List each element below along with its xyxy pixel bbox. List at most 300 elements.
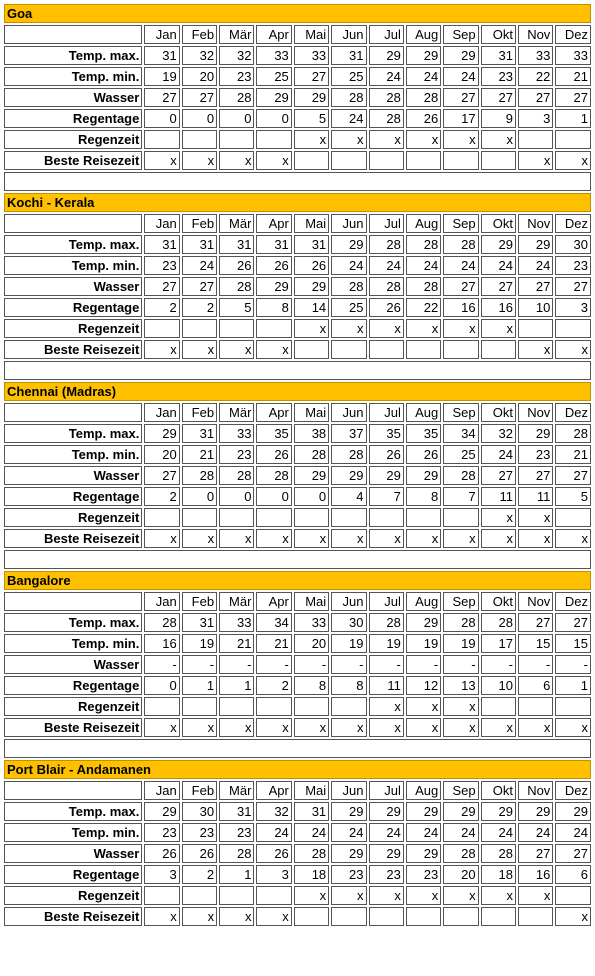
value-cell: 18 bbox=[294, 865, 329, 884]
value-cell: 28 bbox=[256, 466, 291, 485]
value-cell: 29 bbox=[443, 46, 478, 65]
value-cell: 35 bbox=[406, 424, 441, 443]
mark-cell: x bbox=[406, 319, 441, 338]
mark-cell: x bbox=[443, 718, 478, 737]
value-cell: 19 bbox=[443, 634, 478, 653]
value-cell: 6 bbox=[518, 676, 553, 695]
value-cell: 21 bbox=[555, 67, 591, 86]
value-cell: 27 bbox=[481, 88, 516, 107]
mark-cell: x bbox=[555, 340, 591, 359]
value-cell: 35 bbox=[256, 424, 291, 443]
corner-cell bbox=[4, 781, 142, 800]
month-header-row bbox=[4, 403, 591, 422]
row-label: Regentage bbox=[4, 298, 142, 317]
mark-cell: x bbox=[256, 340, 291, 359]
value-cell: 20 bbox=[294, 634, 329, 653]
month-header: Nov bbox=[518, 25, 553, 44]
mark-cell bbox=[331, 508, 366, 527]
value-cell: 11 bbox=[518, 487, 553, 506]
value-cell: 23 bbox=[518, 445, 553, 464]
value-cell: 13 bbox=[443, 676, 478, 695]
value-cell: 28 bbox=[406, 88, 441, 107]
mark-cell: x bbox=[182, 907, 217, 926]
month-header: Jun bbox=[331, 25, 366, 44]
value-cell: 14 bbox=[294, 298, 329, 317]
month-header: Aug bbox=[406, 214, 441, 233]
city-title-row bbox=[4, 571, 591, 590]
value-cell: 2 bbox=[144, 298, 179, 317]
value-cell: 26 bbox=[256, 445, 291, 464]
mark-cell bbox=[331, 151, 366, 170]
value-cell: 2 bbox=[182, 298, 217, 317]
mark-cell: x bbox=[481, 529, 516, 548]
month-header: Sep bbox=[443, 403, 478, 422]
row-label: Temp. max. bbox=[4, 802, 142, 821]
mark-cell bbox=[182, 130, 217, 149]
value-cell: 29 bbox=[369, 46, 404, 65]
value-cell: 3 bbox=[555, 298, 591, 317]
value-cell: 26 bbox=[144, 844, 179, 863]
value-cell: 30 bbox=[555, 235, 591, 254]
month-header: Jul bbox=[369, 403, 404, 422]
month-header: Mär bbox=[219, 25, 254, 44]
value-cell: 29 bbox=[406, 613, 441, 632]
value-cell: 28 bbox=[331, 88, 366, 107]
value-cell: 19 bbox=[182, 634, 217, 653]
row-label: Regenzeit bbox=[4, 697, 142, 716]
mark-cell: x bbox=[518, 340, 553, 359]
month-header: Nov bbox=[518, 403, 553, 422]
mark-cell: x bbox=[481, 508, 516, 527]
mark-cell: x bbox=[182, 529, 217, 548]
data-row-water bbox=[4, 655, 591, 674]
mark-cell: x bbox=[331, 130, 366, 149]
month-header: Apr bbox=[256, 592, 291, 611]
value-cell: 24 bbox=[443, 256, 478, 275]
value-cell: 24 bbox=[443, 67, 478, 86]
value-cell: 29 bbox=[331, 466, 366, 485]
value-cell: 23 bbox=[219, 823, 254, 842]
row-label: Wasser bbox=[4, 277, 142, 296]
month-header: Mär bbox=[219, 592, 254, 611]
data-row-rainseason bbox=[4, 319, 591, 338]
value-cell: 27 bbox=[481, 466, 516, 485]
mark-cell bbox=[144, 130, 179, 149]
value-cell: 31 bbox=[182, 424, 217, 443]
blank-row bbox=[4, 739, 591, 758]
value-cell: 28 bbox=[443, 844, 478, 863]
value-cell: 24 bbox=[481, 445, 516, 464]
value-cell: 27 bbox=[144, 88, 179, 107]
value-cell: 24 bbox=[518, 256, 553, 275]
data-row-tmin bbox=[4, 445, 591, 464]
value-cell: 28 bbox=[369, 277, 404, 296]
month-header: Dez bbox=[555, 25, 591, 44]
month-header: Jan bbox=[144, 403, 179, 422]
value-cell: 23 bbox=[182, 823, 217, 842]
month-header: Dez bbox=[555, 781, 591, 800]
month-header-row bbox=[4, 592, 591, 611]
mark-cell: x bbox=[518, 508, 553, 527]
value-cell: 16 bbox=[518, 865, 553, 884]
row-label: Beste Reisezeit bbox=[4, 340, 142, 359]
mark-cell: x bbox=[518, 529, 553, 548]
value-cell: 33 bbox=[219, 613, 254, 632]
month-header: Apr bbox=[256, 25, 291, 44]
mark-cell bbox=[555, 319, 591, 338]
mark-cell bbox=[518, 697, 553, 716]
data-row-raindays bbox=[4, 865, 591, 884]
month-header-row bbox=[4, 214, 591, 233]
value-cell: 4 bbox=[331, 487, 366, 506]
value-cell: 31 bbox=[481, 46, 516, 65]
value-cell: 27 bbox=[443, 277, 478, 296]
mark-cell: x bbox=[256, 907, 291, 926]
value-cell: 1 bbox=[182, 676, 217, 695]
mark-cell: x bbox=[443, 130, 478, 149]
value-cell: 32 bbox=[481, 424, 516, 443]
row-label: Wasser bbox=[4, 844, 142, 863]
row-label: Temp. min. bbox=[4, 256, 142, 275]
value-cell: 8 bbox=[256, 298, 291, 317]
value-cell: 28 bbox=[555, 424, 591, 443]
month-header: Nov bbox=[518, 214, 553, 233]
value-cell: 29 bbox=[406, 466, 441, 485]
value-cell: 28 bbox=[294, 445, 329, 464]
mark-cell: x bbox=[555, 529, 591, 548]
value-cell: 21 bbox=[555, 445, 591, 464]
value-cell: 17 bbox=[481, 634, 516, 653]
mark-cell bbox=[219, 508, 254, 527]
value-cell: 29 bbox=[555, 802, 591, 821]
value-cell: 28 bbox=[443, 613, 478, 632]
value-cell: 31 bbox=[182, 235, 217, 254]
value-cell: 28 bbox=[481, 844, 516, 863]
value-cell: 27 bbox=[518, 277, 553, 296]
mark-cell: x bbox=[219, 151, 254, 170]
mark-cell bbox=[369, 907, 404, 926]
value-cell: 0 bbox=[256, 109, 291, 128]
value-cell: 27 bbox=[144, 466, 179, 485]
value-cell: 27 bbox=[481, 277, 516, 296]
month-header-row bbox=[4, 25, 591, 44]
mark-cell: x bbox=[144, 340, 179, 359]
mark-cell: x bbox=[406, 529, 441, 548]
value-cell: 24 bbox=[331, 823, 366, 842]
value-cell: 29 bbox=[294, 277, 329, 296]
mark-cell: x bbox=[369, 718, 404, 737]
value-cell: 24 bbox=[406, 823, 441, 842]
data-row-best bbox=[4, 340, 591, 359]
mark-cell bbox=[256, 319, 291, 338]
value-cell: 1 bbox=[219, 865, 254, 884]
value-cell: 27 bbox=[443, 88, 478, 107]
value-cell: 23 bbox=[144, 823, 179, 842]
value-cell: 28 bbox=[219, 466, 254, 485]
mark-cell: x bbox=[256, 718, 291, 737]
month-header: Apr bbox=[256, 214, 291, 233]
value-cell: 29 bbox=[406, 802, 441, 821]
value-cell: 2 bbox=[256, 676, 291, 695]
value-cell: 15 bbox=[555, 634, 591, 653]
value-cell: 31 bbox=[144, 46, 179, 65]
value-cell: 28 bbox=[294, 844, 329, 863]
city-title: Kochi - Kerala bbox=[4, 193, 591, 212]
value-cell: 29 bbox=[406, 46, 441, 65]
row-label: Temp. max. bbox=[4, 235, 142, 254]
value-cell: 0 bbox=[182, 487, 217, 506]
row-label: Regenzeit bbox=[4, 508, 142, 527]
month-header: Jan bbox=[144, 25, 179, 44]
month-header: Sep bbox=[443, 592, 478, 611]
value-cell: 38 bbox=[294, 424, 329, 443]
data-row-raindays bbox=[4, 298, 591, 317]
city-title-row bbox=[4, 382, 591, 401]
value-cell: 28 bbox=[219, 88, 254, 107]
value-cell: 31 bbox=[331, 46, 366, 65]
value-cell: 16 bbox=[144, 634, 179, 653]
mark-cell bbox=[294, 340, 329, 359]
city-title-row bbox=[4, 193, 591, 212]
month-header: Aug bbox=[406, 781, 441, 800]
mark-cell: x bbox=[144, 907, 179, 926]
value-cell: 29 bbox=[256, 277, 291, 296]
row-label: Beste Reisezeit bbox=[4, 529, 142, 548]
value-cell: - bbox=[144, 655, 179, 674]
value-cell: 29 bbox=[369, 844, 404, 863]
month-header: Apr bbox=[256, 403, 291, 422]
value-cell: - bbox=[182, 655, 217, 674]
row-label: Temp. min. bbox=[4, 445, 142, 464]
mark-cell bbox=[331, 697, 366, 716]
mark-cell bbox=[144, 886, 179, 905]
value-cell: 31 bbox=[256, 235, 291, 254]
mark-cell bbox=[219, 319, 254, 338]
month-header: Okt bbox=[481, 403, 516, 422]
row-label: Regenzeit bbox=[4, 886, 142, 905]
mark-cell: x bbox=[481, 319, 516, 338]
climate-table-body bbox=[4, 4, 591, 926]
mark-cell bbox=[406, 340, 441, 359]
data-row-raindays bbox=[4, 109, 591, 128]
month-header: Mai bbox=[294, 214, 329, 233]
mark-cell: x bbox=[481, 718, 516, 737]
mark-cell bbox=[369, 151, 404, 170]
mark-cell: x bbox=[369, 130, 404, 149]
value-cell: 32 bbox=[219, 46, 254, 65]
value-cell: 23 bbox=[369, 865, 404, 884]
mark-cell bbox=[443, 508, 478, 527]
value-cell: 8 bbox=[406, 487, 441, 506]
value-cell: 29 bbox=[518, 424, 553, 443]
value-cell: 3 bbox=[518, 109, 553, 128]
value-cell: 28 bbox=[369, 88, 404, 107]
corner-cell bbox=[4, 25, 142, 44]
data-row-tmax bbox=[4, 235, 591, 254]
month-header: Okt bbox=[481, 214, 516, 233]
month-header: Dez bbox=[555, 214, 591, 233]
value-cell: - bbox=[481, 655, 516, 674]
data-row-best bbox=[4, 529, 591, 548]
mark-cell: x bbox=[369, 697, 404, 716]
mark-cell bbox=[331, 340, 366, 359]
city-title: Chennai (Madras) bbox=[4, 382, 591, 401]
data-row-rainseason bbox=[4, 697, 591, 716]
month-header: Okt bbox=[481, 25, 516, 44]
value-cell: 16 bbox=[481, 298, 516, 317]
value-cell: 8 bbox=[331, 676, 366, 695]
mark-cell: x bbox=[219, 907, 254, 926]
mark-cell bbox=[256, 130, 291, 149]
month-header: Jun bbox=[331, 403, 366, 422]
mark-cell: x bbox=[518, 151, 553, 170]
value-cell: 24 bbox=[406, 256, 441, 275]
value-cell: 24 bbox=[369, 256, 404, 275]
mark-cell: x bbox=[555, 151, 591, 170]
value-cell: 28 bbox=[406, 235, 441, 254]
data-row-best bbox=[4, 907, 591, 926]
value-cell: 27 bbox=[518, 88, 553, 107]
month-header: Feb bbox=[182, 592, 217, 611]
value-cell: 1 bbox=[555, 676, 591, 695]
value-cell: 27 bbox=[182, 277, 217, 296]
city-title: Port Blair - Andamanen bbox=[4, 760, 591, 779]
data-row-best bbox=[4, 151, 591, 170]
row-label: Beste Reisezeit bbox=[4, 907, 142, 926]
mark-cell bbox=[182, 886, 217, 905]
blank-row bbox=[4, 550, 591, 569]
value-cell: 0 bbox=[256, 487, 291, 506]
month-header: Jul bbox=[369, 214, 404, 233]
mark-cell: x bbox=[219, 529, 254, 548]
value-cell: 31 bbox=[219, 802, 254, 821]
value-cell: 34 bbox=[256, 613, 291, 632]
value-cell: 19 bbox=[331, 634, 366, 653]
mark-cell bbox=[406, 508, 441, 527]
mark-cell bbox=[481, 151, 516, 170]
value-cell: 22 bbox=[406, 298, 441, 317]
month-header: Aug bbox=[406, 25, 441, 44]
row-label: Temp. min. bbox=[4, 634, 142, 653]
value-cell: 5 bbox=[555, 487, 591, 506]
data-row-raindays bbox=[4, 676, 591, 695]
blank-cell bbox=[4, 172, 591, 191]
corner-cell bbox=[4, 592, 142, 611]
data-row-tmin bbox=[4, 634, 591, 653]
value-cell: 28 bbox=[219, 844, 254, 863]
mark-cell: x bbox=[294, 886, 329, 905]
month-header: Feb bbox=[182, 403, 217, 422]
month-header: Aug bbox=[406, 403, 441, 422]
mark-cell bbox=[406, 151, 441, 170]
mark-cell bbox=[481, 907, 516, 926]
value-cell: 35 bbox=[369, 424, 404, 443]
month-header: Feb bbox=[182, 781, 217, 800]
mark-cell bbox=[331, 907, 366, 926]
value-cell: 33 bbox=[256, 46, 291, 65]
value-cell: 5 bbox=[219, 298, 254, 317]
mark-cell bbox=[481, 340, 516, 359]
value-cell: 29 bbox=[294, 466, 329, 485]
value-cell: - bbox=[369, 655, 404, 674]
mark-cell bbox=[294, 697, 329, 716]
mark-cell: x bbox=[144, 529, 179, 548]
value-cell: 28 bbox=[331, 445, 366, 464]
mark-cell: x bbox=[294, 130, 329, 149]
mark-cell: x bbox=[406, 718, 441, 737]
mark-cell bbox=[443, 340, 478, 359]
month-header: Dez bbox=[555, 592, 591, 611]
value-cell: 28 bbox=[443, 235, 478, 254]
data-row-water bbox=[4, 88, 591, 107]
mark-cell: x bbox=[443, 529, 478, 548]
month-header: Mai bbox=[294, 781, 329, 800]
month-header: Nov bbox=[518, 781, 553, 800]
mark-cell: x bbox=[219, 718, 254, 737]
value-cell: 24 bbox=[182, 256, 217, 275]
value-cell: 26 bbox=[406, 109, 441, 128]
value-cell: 29 bbox=[481, 802, 516, 821]
value-cell: 27 bbox=[518, 466, 553, 485]
value-cell: 27 bbox=[555, 613, 591, 632]
value-cell: 24 bbox=[331, 256, 366, 275]
value-cell: 31 bbox=[182, 613, 217, 632]
row-label: Regenzeit bbox=[4, 319, 142, 338]
mark-cell: x bbox=[182, 151, 217, 170]
mark-cell bbox=[369, 508, 404, 527]
mark-cell bbox=[219, 130, 254, 149]
value-cell: 18 bbox=[481, 865, 516, 884]
data-row-raindays bbox=[4, 487, 591, 506]
value-cell: 28 bbox=[369, 235, 404, 254]
value-cell: 24 bbox=[369, 823, 404, 842]
data-row-water bbox=[4, 277, 591, 296]
value-cell: 20 bbox=[443, 865, 478, 884]
value-cell: - bbox=[331, 655, 366, 674]
month-header: Mai bbox=[294, 592, 329, 611]
month-header: Jun bbox=[331, 214, 366, 233]
value-cell: 30 bbox=[182, 802, 217, 821]
value-cell: 28 bbox=[219, 277, 254, 296]
mark-cell: x bbox=[144, 718, 179, 737]
mark-cell: x bbox=[555, 718, 591, 737]
value-cell: 29 bbox=[294, 88, 329, 107]
data-row-tmin bbox=[4, 67, 591, 86]
value-cell: 29 bbox=[518, 235, 553, 254]
value-cell: 6 bbox=[555, 865, 591, 884]
data-row-tmax bbox=[4, 613, 591, 632]
value-cell: 33 bbox=[555, 46, 591, 65]
value-cell: - bbox=[406, 655, 441, 674]
mark-cell bbox=[294, 907, 329, 926]
mark-cell: x bbox=[219, 340, 254, 359]
row-label: Temp. max. bbox=[4, 613, 142, 632]
month-header: Mär bbox=[219, 781, 254, 800]
mark-cell: x bbox=[256, 529, 291, 548]
mark-cell: x bbox=[406, 886, 441, 905]
corner-cell bbox=[4, 403, 142, 422]
mark-cell: x bbox=[369, 529, 404, 548]
mark-cell: x bbox=[518, 886, 553, 905]
value-cell: 2 bbox=[144, 487, 179, 506]
row-label: Beste Reisezeit bbox=[4, 718, 142, 737]
value-cell: 28 bbox=[182, 466, 217, 485]
value-cell: 24 bbox=[256, 823, 291, 842]
data-row-water bbox=[4, 466, 591, 485]
value-cell: 0 bbox=[294, 487, 329, 506]
mark-cell bbox=[518, 319, 553, 338]
mark-cell: x bbox=[555, 907, 591, 926]
